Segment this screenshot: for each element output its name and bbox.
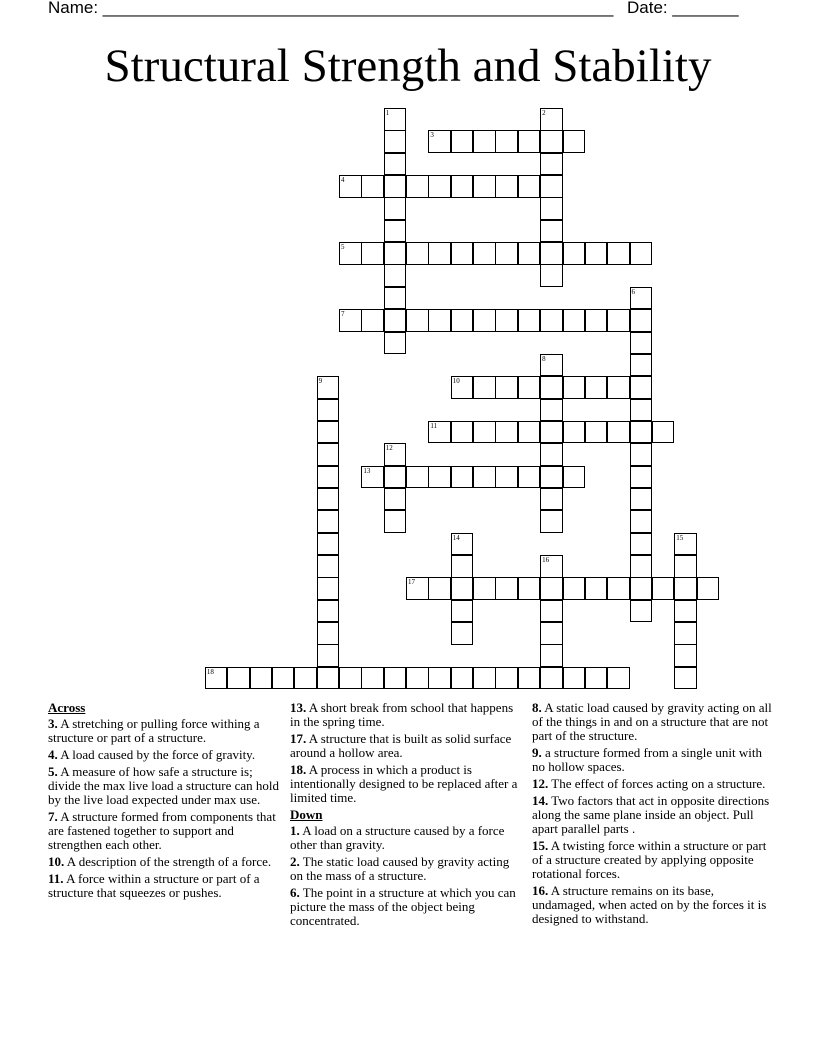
grid-cell[interactable] — [630, 466, 653, 489]
grid-cell[interactable] — [630, 399, 653, 422]
grid-cell[interactable] — [585, 309, 608, 332]
name-field[interactable]: Name: ______________________________________________________ — [48, 0, 614, 17]
clue-number: 10. — [48, 854, 65, 869]
clue-number: 7 — [341, 310, 345, 319]
grid-cell[interactable] — [339, 309, 362, 332]
clue-number: 15. — [532, 838, 549, 853]
clue-item — [532, 777, 772, 791]
grid-cell[interactable] — [473, 309, 496, 332]
grid-cell[interactable] — [317, 533, 340, 556]
grid-cell[interactable] — [630, 421, 653, 444]
grid-cell[interactable] — [518, 577, 541, 600]
grid-cell[interactable] — [495, 376, 518, 399]
grid-cell[interactable] — [406, 242, 429, 265]
grid-cell[interactable] — [518, 421, 541, 444]
grid-cell[interactable] — [630, 600, 653, 623]
grid-cell[interactable] — [630, 488, 653, 511]
grid-cell[interactable] — [495, 130, 518, 153]
grid-cell[interactable] — [563, 466, 586, 489]
grid-cell[interactable] — [630, 555, 653, 578]
grid-cell[interactable] — [563, 667, 586, 690]
grid-cell[interactable] — [585, 667, 608, 690]
grid-cell[interactable] — [674, 667, 697, 690]
grid-cell[interactable] — [317, 488, 340, 511]
grid-cell[interactable] — [451, 130, 474, 153]
grid-cell[interactable] — [451, 242, 474, 265]
grid-cell[interactable] — [428, 421, 451, 444]
grid-cell[interactable] — [563, 242, 586, 265]
clue-number: 16. — [532, 883, 549, 898]
grid-cell[interactable] — [205, 667, 228, 690]
grid-cell[interactable] — [563, 421, 586, 444]
grid-cell[interactable] — [227, 667, 250, 690]
grid-cell[interactable] — [317, 510, 340, 533]
clue-number: 4. — [48, 747, 58, 762]
grid-cell[interactable] — [630, 309, 653, 332]
grid-cell[interactable] — [540, 622, 563, 645]
grid-cell[interactable] — [674, 533, 697, 556]
clue-number: 5 — [341, 243, 345, 252]
clue-text: The static load caused by gravity acting on the mass of a structure. — [290, 854, 510, 883]
clue-item — [532, 884, 772, 926]
grid-cell[interactable] — [451, 555, 474, 578]
grid-cell[interactable] — [540, 175, 563, 198]
grid-cell[interactable] — [473, 667, 496, 690]
clue-text: A description of the strength of a force. — [64, 854, 272, 869]
grid-cell[interactable] — [384, 309, 407, 332]
grid-cell[interactable] — [674, 600, 697, 623]
clue-item — [48, 855, 283, 869]
grid-cell[interactable] — [630, 332, 653, 355]
grid-cell[interactable] — [317, 667, 340, 690]
grid-cell[interactable] — [473, 577, 496, 600]
clue-text: a structure formed from a single unit with no hollow spaces. — [532, 745, 762, 774]
clue-item — [532, 794, 772, 836]
grid-cell[interactable] — [317, 644, 340, 667]
grid-cell[interactable] — [674, 644, 697, 667]
grid-cell[interactable] — [384, 488, 407, 511]
clue-text: A process in which a product is intentionally designed to be replaced after a limited time. — [290, 762, 518, 805]
grid-cell[interactable] — [540, 488, 563, 511]
clue-number: 11. — [48, 871, 64, 886]
grid-cell[interactable] — [384, 287, 407, 310]
grid-cell[interactable] — [540, 130, 563, 153]
grid-cell[interactable] — [630, 577, 653, 600]
clue-number: 6 — [631, 287, 636, 296]
grid-cell[interactable] — [473, 130, 496, 153]
grid-cell[interactable] — [674, 555, 697, 578]
grid-cell[interactable] — [518, 466, 541, 489]
grid-cell[interactable] — [473, 421, 496, 444]
grid-cell[interactable] — [518, 376, 541, 399]
grid-cell[interactable] — [607, 309, 630, 332]
grid-cell[interactable] — [652, 577, 675, 600]
clues-column-1 — [48, 701, 283, 903]
grid-cell[interactable] — [428, 667, 451, 690]
clue-text: A force within a structure or part of a structure that squeezes or pushes. — [48, 871, 260, 900]
grid-cell[interactable] — [495, 577, 518, 600]
grid-cell[interactable] — [540, 577, 563, 600]
clue-number: 2. — [290, 854, 300, 869]
grid-cell[interactable] — [607, 421, 630, 444]
clue-text: A stretching or pulling force withing a structure or part of a structure. — [48, 716, 260, 745]
grid-cell[interactable] — [585, 242, 608, 265]
grid-cell[interactable] — [473, 242, 496, 265]
clue-number: 13. — [290, 700, 307, 715]
clue-number: 14 — [452, 533, 460, 542]
clues-column-2 — [290, 701, 522, 931]
grid-cell[interactable] — [317, 622, 340, 645]
clue-item — [290, 763, 522, 805]
grid-cell[interactable] — [563, 376, 586, 399]
grid-cell[interactable] — [540, 667, 563, 690]
grid-cell[interactable] — [451, 667, 474, 690]
grid-cell[interactable] — [384, 130, 407, 153]
clue-number: 12. — [532, 776, 549, 791]
clue-number: 10 — [452, 377, 460, 386]
clue-number: 9 — [318, 377, 323, 386]
grid-cell[interactable] — [540, 153, 563, 176]
grid-cell[interactable] — [540, 242, 563, 265]
clue-item — [290, 701, 522, 729]
grid-cell[interactable] — [406, 466, 429, 489]
clue-text: A twisting force within a structure or part of a structure created by applying opposite rotational forces. — [532, 838, 767, 881]
grid-cell[interactable] — [540, 108, 563, 131]
clue-number: 1 — [385, 109, 390, 117]
grid-cell[interactable] — [540, 443, 563, 466]
grid-cell[interactable] — [540, 220, 563, 243]
clue-text: A static load caused by gravity acting on all of the things in and on a structure that are not part of the structure. — [532, 700, 772, 743]
grid-cell[interactable] — [272, 667, 295, 690]
grid-cell[interactable] — [630, 376, 653, 399]
clue-text: Two factors that act in opposite directions along the same plane inside an object. Pull apart parallel parts . — [532, 793, 770, 836]
grid-cell[interactable] — [428, 309, 451, 332]
grid-cell[interactable] — [495, 421, 518, 444]
clue-number: 7. — [48, 809, 58, 824]
grid-cell[interactable] — [540, 421, 563, 444]
clue-number: 4 — [341, 176, 345, 185]
clue-text: The effect of forces acting on a structure. — [548, 776, 766, 791]
grid-cell[interactable] — [384, 153, 407, 176]
grid-cell[interactable] — [317, 443, 340, 466]
across-heading: Across — [48, 700, 86, 715]
grid-cell[interactable] — [495, 309, 518, 332]
clue-number: 11 — [430, 421, 438, 430]
clue-item — [48, 810, 283, 852]
grid-cell[interactable] — [451, 600, 474, 623]
clue-number: 3 — [430, 131, 434, 140]
grid-cell[interactable] — [339, 242, 362, 265]
grid-cell[interactable] — [697, 577, 720, 600]
grid-cell[interactable] — [384, 197, 407, 220]
grid-cell[interactable] — [495, 242, 518, 265]
grid-cell[interactable] — [384, 108, 407, 131]
clue-number: 12 — [385, 444, 393, 453]
clue-number: 5. — [48, 764, 58, 779]
clue-number: 14. — [532, 793, 549, 808]
grid-cell[interactable] — [495, 667, 518, 690]
date-field[interactable]: Date: _______ — [627, 0, 739, 17]
clue-item — [532, 746, 772, 774]
grid-cell[interactable] — [495, 466, 518, 489]
grid-cell[interactable] — [406, 309, 429, 332]
grid-cell[interactable] — [384, 443, 407, 466]
grid-cell[interactable] — [540, 644, 563, 667]
grid-cell[interactable] — [540, 466, 563, 489]
grid-cell[interactable] — [294, 667, 317, 690]
clue-number: 8 — [542, 354, 546, 363]
grid-cell[interactable] — [317, 376, 340, 399]
grid-cell[interactable] — [473, 175, 496, 198]
grid-cell[interactable] — [540, 510, 563, 533]
grid-cell[interactable] — [630, 242, 653, 265]
clue-text: A measure of how safe a structure is; divide the max live load a structure can hold by the live load expected under max use. — [48, 764, 280, 807]
grid-cell[interactable] — [451, 309, 474, 332]
grid-cell[interactable] — [384, 667, 407, 690]
grid-cell[interactable] — [607, 242, 630, 265]
grid-cell[interactable] — [317, 399, 340, 422]
grid-cell[interactable] — [540, 197, 563, 220]
clue-number: 6. — [290, 885, 300, 900]
clue-item — [290, 855, 522, 883]
grid-cell[interactable] — [361, 242, 384, 265]
grid-cell[interactable] — [518, 667, 541, 690]
grid-cell[interactable] — [317, 555, 340, 578]
grid-cell[interactable] — [540, 399, 563, 422]
clue-number: 17. — [290, 731, 307, 746]
grid-cell[interactable] — [451, 175, 474, 198]
grid-cell[interactable] — [361, 466, 384, 489]
grid-cell[interactable] — [563, 130, 586, 153]
grid-cell[interactable] — [563, 577, 586, 600]
grid-cell[interactable] — [630, 510, 653, 533]
grid-cell[interactable] — [384, 466, 407, 489]
clue-number: 1. — [290, 823, 300, 838]
clue-number: 17 — [408, 578, 416, 587]
grid-cell[interactable] — [317, 577, 340, 600]
grid-cell[interactable] — [384, 264, 407, 287]
clue-number: 8. — [532, 700, 542, 715]
clue-text: A load on a structure caused by a force other than gravity. — [290, 823, 505, 852]
clue-item — [48, 748, 283, 762]
grid-cell[interactable] — [674, 577, 697, 600]
grid-cell[interactable] — [428, 175, 451, 198]
clue-item — [290, 732, 522, 760]
clue-item — [48, 872, 283, 900]
clue-number: 2 — [542, 109, 546, 117]
clues-column-3 — [532, 701, 772, 929]
clue-item — [290, 886, 522, 928]
grid-cell[interactable] — [674, 622, 697, 645]
grid-cell[interactable] — [540, 376, 563, 399]
grid-cell[interactable] — [518, 130, 541, 153]
grid-cell[interactable] — [630, 287, 653, 310]
clue-number: 18. — [290, 762, 307, 777]
clue-text: A structure remains on its base, undamaged, when acted on by the forces it is designed to withstand. — [532, 883, 767, 926]
clue-text: A structure formed from components that are fastened together to support and strengthen each other. — [48, 809, 276, 852]
grid-cell[interactable] — [607, 577, 630, 600]
grid-cell[interactable] — [317, 421, 340, 444]
grid-cell[interactable] — [361, 667, 384, 690]
grid-cell[interactable] — [585, 421, 608, 444]
grid-cell[interactable] — [361, 175, 384, 198]
grid-cell[interactable] — [451, 376, 474, 399]
grid-cell[interactable] — [406, 175, 429, 198]
clue-text: A load caused by the force of gravity. — [57, 747, 256, 762]
grid-cell[interactable] — [384, 242, 407, 265]
grid-cell[interactable] — [540, 264, 563, 287]
grid-cell[interactable] — [585, 376, 608, 399]
grid-cell[interactable] — [428, 466, 451, 489]
grid-cell[interactable] — [384, 220, 407, 243]
clue-text: A structure that is built as solid surface around a hollow area. — [290, 731, 512, 760]
clue-number: 13 — [363, 466, 371, 475]
grid-cell[interactable] — [585, 577, 608, 600]
clue-item — [48, 717, 283, 745]
clue-text: The point in a structure at which you can picture the mass of the object being concentrated. — [290, 885, 516, 928]
grid-cell[interactable] — [473, 376, 496, 399]
grid-cell[interactable] — [451, 533, 474, 556]
grid-cell[interactable] — [384, 332, 407, 355]
grid-cell[interactable] — [384, 175, 407, 198]
grid-cell[interactable] — [451, 466, 474, 489]
grid-cell[interactable] — [339, 175, 362, 198]
grid-cell[interactable] — [451, 622, 474, 645]
grid-cell[interactable] — [607, 667, 630, 690]
grid-cell[interactable] — [630, 533, 653, 556]
grid-cell[interactable] — [473, 466, 496, 489]
clue-number: 18 — [206, 667, 214, 676]
grid-cell[interactable] — [361, 309, 384, 332]
grid-cell[interactable] — [518, 242, 541, 265]
down-heading: Down — [290, 807, 323, 822]
grid-cell[interactable] — [563, 309, 586, 332]
clue-item — [532, 839, 772, 881]
grid-cell[interactable] — [607, 376, 630, 399]
grid-cell[interactable] — [384, 510, 407, 533]
clue-number: 16 — [542, 556, 550, 564]
grid-cell[interactable] — [428, 130, 451, 153]
grid-cell[interactable] — [540, 309, 563, 332]
clue-number: 9. — [532, 745, 542, 760]
grid-cell[interactable] — [540, 600, 563, 623]
grid-cell[interactable] — [317, 600, 340, 623]
clue-item — [48, 765, 283, 807]
clue-item — [532, 701, 772, 743]
grid-cell[interactable] — [540, 555, 563, 578]
grid-cell[interactable] — [451, 577, 474, 600]
grid-cell[interactable] — [630, 354, 653, 377]
page-title: Structural Strength and Stability — [104, 40, 712, 92]
grid-cell[interactable] — [495, 175, 518, 198]
grid-cell[interactable] — [518, 175, 541, 198]
grid-cell[interactable] — [652, 421, 675, 444]
grid-cell[interactable] — [451, 421, 474, 444]
clue-number: 3. — [48, 716, 58, 731]
grid-cell[interactable] — [317, 466, 340, 489]
grid-cell[interactable] — [518, 309, 541, 332]
clue-number: 15 — [676, 533, 684, 542]
clue-item — [290, 824, 522, 852]
clue-text: A short break from school that happens in the spring time. — [290, 700, 514, 729]
grid-cell[interactable] — [339, 667, 362, 690]
grid-cell[interactable] — [406, 577, 429, 600]
grid-cell[interactable] — [428, 577, 451, 600]
grid-cell[interactable] — [250, 667, 273, 690]
grid-cell[interactable] — [428, 242, 451, 265]
grid-cell[interactable] — [630, 443, 653, 466]
grid-cell[interactable] — [406, 667, 429, 690]
grid-cell[interactable] — [540, 354, 563, 377]
